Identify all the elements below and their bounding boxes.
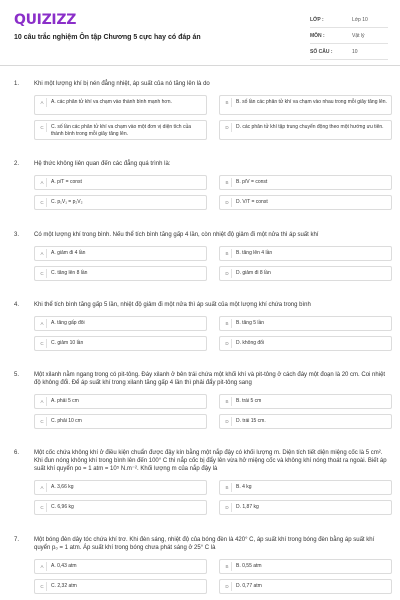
question-4 <box>14 301 392 351</box>
option-text: B. số lần các phân tử khí va chạm vào nhau trong mỗi giây tăng lên. <box>236 99 387 105</box>
option-text: D. trái 15 cm. <box>236 418 266 424</box>
answer-options <box>34 95 392 140</box>
option-letter: C <box>38 582 47 591</box>
option-text: D. V/T = const <box>236 199 268 205</box>
option-text: B. 4 kg <box>236 484 252 490</box>
option-text: C. giảm 10 lần <box>51 340 84 346</box>
option-text: A. giảm đi 4 lần <box>51 250 86 256</box>
meta-key: SỐ CÂU : <box>310 48 333 55</box>
option-b[interactable] <box>219 559 392 574</box>
question-number: 7. <box>14 537 20 543</box>
question-6 <box>14 449 392 515</box>
quizizz-logo: QUIZIZZ <box>14 12 77 28</box>
option-text: A. phải 5 cm <box>51 398 79 404</box>
option-letter: D <box>223 417 232 426</box>
option-d[interactable] <box>219 195 392 210</box>
option-letter: A <box>38 562 47 571</box>
question-text: Khi một lượng khí bị nén đẳng nhiệt, áp suất của nó tăng lên là do <box>34 81 210 87</box>
option-text: D. 1,87 kg <box>236 504 259 510</box>
option-letter: C <box>38 417 47 426</box>
option-letter: C <box>38 123 47 132</box>
question-5 <box>14 371 392 429</box>
option-text: D. các phân tử khí tập trung chuyển động theo một hướng ưu tiên. <box>236 124 384 130</box>
option-text: B. tăng 5 lần <box>236 320 265 326</box>
question-number: 4. <box>14 302 20 308</box>
option-text: A. tăng gấp đôi <box>51 320 85 326</box>
option-letter: D <box>223 582 232 591</box>
option-letter: B <box>223 562 232 571</box>
option-text: C. tăng lên 8 lần <box>51 270 88 276</box>
meta-value: Lớp 10 <box>352 16 368 23</box>
meta-row-subject <box>310 28 388 44</box>
option-text: A. 3,66 kg <box>51 484 74 490</box>
option-c[interactable] <box>34 120 207 140</box>
option-a[interactable] <box>34 480 207 495</box>
option-letter: D <box>223 269 232 278</box>
option-text: B. p/V = const <box>236 179 268 185</box>
option-letter: D <box>223 123 232 132</box>
question-1 <box>14 80 392 140</box>
option-a[interactable] <box>34 394 207 409</box>
option-b[interactable] <box>219 175 392 190</box>
option-text: A. 0,43 atm <box>51 563 77 569</box>
answer-options <box>34 246 392 281</box>
answer-options <box>34 316 392 351</box>
meta-key: LỚP : <box>310 16 324 23</box>
option-text: C. phải 10 cm <box>51 418 82 424</box>
option-text: A. p/T = const <box>51 179 82 185</box>
option-letter: B <box>223 249 232 258</box>
option-letter: D <box>223 503 232 512</box>
meta-row-count <box>310 44 388 60</box>
question-number: 6. <box>14 450 20 456</box>
worksheet-header <box>0 0 400 66</box>
answer-options <box>34 175 392 210</box>
option-letter: B <box>223 319 232 328</box>
worksheet-meta <box>310 12 388 60</box>
question-text: Có một lượng khí trong bình. Nếu thể tích bình tăng gấp 4 lần, còn nhiệt độ giảm đi một nửa thì áp suất khí <box>34 232 319 238</box>
question-number: 2. <box>14 161 20 167</box>
option-text: D. 0,77 atm <box>236 583 262 589</box>
option-text: B. trái 5 cm <box>236 398 262 404</box>
option-text: A. các phân tử khí va chạm vào thành bình mạnh hơn. <box>51 99 172 105</box>
option-a[interactable] <box>34 175 207 190</box>
option-c[interactable] <box>34 500 207 515</box>
option-letter: A <box>38 397 47 406</box>
option-letter: A <box>38 319 47 328</box>
meta-value: Vật lý <box>352 32 365 39</box>
option-a[interactable] <box>34 316 207 331</box>
option-letter: C <box>38 198 47 207</box>
meta-key: MÔN : <box>310 32 325 39</box>
option-text: C. 6,96 kg <box>51 504 74 510</box>
question-text: Hệ thức không liên quan đến các đẳng quá trình là: <box>34 161 171 167</box>
option-text: C. 2,32 atm <box>51 583 77 589</box>
meta-value: 10 <box>352 48 358 55</box>
option-letter: B <box>223 483 232 492</box>
question-number: 1. <box>14 81 20 87</box>
option-text: C. số lần các phân tử khí va chạm vào một đơn vị diện tích của thành bình trong mỗi giây tăng lên. <box>51 124 192 137</box>
option-d[interactable] <box>219 336 392 351</box>
question-3 <box>14 231 392 281</box>
question-text: Một cốc chứa không khí ở điều kiện chuẩn được đậy kín bằng một nắp đậy có khối lượng m. Diện tích tiết diện miệng cốc là 5 cm². Khi đun nóng không khí trong bình lên đến 100° C thì nắp cốc bị đẩy lên vừa hở miệng cốc và không khí nóng thoát ra ngoài. Biết áp suất khí quyển po = 1 atm = 10⁵ N.m⁻². Khối lượng m của nắp đậy là <box>34 450 387 472</box>
option-c[interactable] <box>34 336 207 351</box>
question-text: Một xilanh nằm ngang trong có pit-tông. Đáy xilanh ở bên trái chứa một khối khí và pit-tông ở cách đáy một đoạn là 20 cm. Coi nhiệt độ không đổi. Để áp suất khí trong xilanh tăng gấp 4 lần thì phải đẩy pit-tông sang <box>34 372 386 386</box>
option-c[interactable] <box>34 195 207 210</box>
option-letter: C <box>38 269 47 278</box>
question-text: Khi thể tích bình tăng gấp 5 lần, nhiệt độ giảm đi một nửa thì áp suất của một lượng khí chứa trong bình <box>34 302 311 308</box>
question-number: 3. <box>14 232 20 238</box>
question-text: Một bóng đèn dây tóc chứa khí trơ. Khi đèn sáng, nhiệt độ của bóng đèn là 420° C, áp suất khí trong bóng đèn bằng áp suất khí quyển p₀ = 1 atm. Áp suất khí trong bóng chưa phát sáng ở 25° C là <box>34 537 375 551</box>
option-a[interactable] <box>34 246 207 261</box>
option-letter: A <box>38 178 47 187</box>
question-7 <box>14 536 392 594</box>
option-text: D. giảm đi 8 lần <box>236 270 271 276</box>
option-letter: B <box>223 178 232 187</box>
option-a[interactable] <box>34 559 207 574</box>
meta-row-class <box>310 12 388 28</box>
option-text: B. 0,55 atm <box>236 563 262 569</box>
option-letter: D <box>223 198 232 207</box>
option-b[interactable] <box>219 316 392 331</box>
option-c[interactable] <box>34 414 207 429</box>
option-d[interactable] <box>219 579 392 594</box>
option-text: C. p₁V₁ = p₂V₂ <box>51 199 83 205</box>
option-d[interactable] <box>219 414 392 429</box>
option-c[interactable] <box>34 579 207 594</box>
answer-options <box>34 559 392 594</box>
option-d[interactable] <box>219 500 392 515</box>
option-d[interactable] <box>219 266 392 281</box>
option-letter: A <box>38 98 47 107</box>
option-b[interactable] <box>219 246 392 261</box>
option-b[interactable] <box>219 95 392 115</box>
option-text: B. tăng lên 4 lần <box>236 250 273 256</box>
option-letter: A <box>38 483 47 492</box>
option-c[interactable] <box>34 266 207 281</box>
answer-options <box>34 394 392 429</box>
question-number: 5. <box>14 372 20 378</box>
answer-options <box>34 480 392 515</box>
option-letter: D <box>223 339 232 348</box>
option-b[interactable] <box>219 480 392 495</box>
question-2 <box>14 160 392 210</box>
option-letter: C <box>38 339 47 348</box>
option-text: D. không đổi <box>236 340 265 346</box>
option-letter: C <box>38 503 47 512</box>
option-letter: B <box>223 397 232 406</box>
option-d[interactable] <box>219 120 392 140</box>
option-letter: A <box>38 249 47 258</box>
option-a[interactable] <box>34 95 207 115</box>
option-letter: B <box>223 98 232 107</box>
option-b[interactable] <box>219 394 392 409</box>
worksheet-title: 10 câu trắc nghiệm Ôn tập Chương 5 cực hay có đáp án <box>14 34 201 41</box>
